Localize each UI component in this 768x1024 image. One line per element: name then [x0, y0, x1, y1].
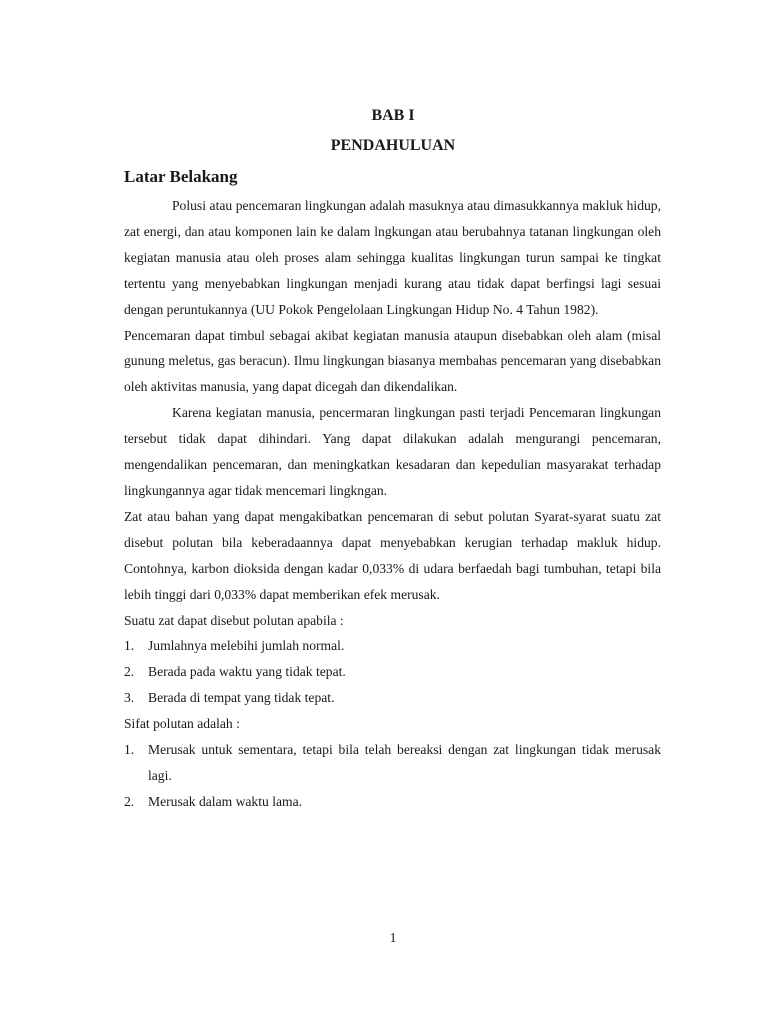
- section-heading: Latar Belakang: [124, 167, 238, 186]
- list-text: Merusak dalam waktu lama.: [148, 793, 303, 809]
- chapter-title: PENDAHULUAN: [330, 137, 456, 154]
- list-text: Berada pada waktu yang tidak tepat.: [148, 664, 346, 680]
- paragraph: Zat atau bahan yang dapat mengakibatkan pencemaran di sebut polutan Syarat-syarat suatu zat disebut polutan bila keberadaannya dapat menyebabkan kerugian terhadap makluk hidup. Contohnya, karbon dioksida dengan kadar 0,033% di udara berfaedah bagi tumbuhan, tetapi bila lebih tinggi dari 0,033% dapat memberikan efek merusak.: [124, 508, 661, 602]
- list-item: [124, 737, 661, 789]
- list-item: [124, 633, 661, 659]
- chapter-heading: BAB I: [371, 107, 415, 124]
- list-item: [124, 789, 661, 815]
- paragraph: Suatu zat dapat disebut polutan apabila :: [124, 612, 344, 628]
- paragraph: Karena kegiatan manusia, pencermaran lingkungan pasti terjadi Pencemaran lingkungan tersebut tidak dapat dihindari. Yang dapat dilakukan adalah mengurangi pencemaran, mengendalikan pencemaran, dan meningkatkan kesadaran dan kepedulian masyarakat terhadap lingkungannya agar tidak mencemari lingknga​n.: [124, 405, 661, 498]
- list-text: Berada di tempat yang tidak tepat.: [148, 690, 335, 706]
- list-number: 3.: [124, 690, 135, 706]
- polutan-criteria-list: [124, 633, 661, 711]
- page-number: 1: [389, 930, 397, 945]
- document-body: [124, 193, 661, 815]
- list-item: [124, 659, 661, 685]
- list-number: 1.: [124, 638, 135, 654]
- paragraph: Pencemaran dapat timbul sebagai akibat kegiatan manusia ataupun disebabkan oleh alam (misal gunung meletus, gas beracun). Ilmu lingkungan biasanya membahas pencemaran yang disebabkan oleh aktivitas manusia, yang dapat dicegah dan dikendalikan.: [124, 327, 661, 395]
- paragraph: Sifat polutan adalah :: [124, 716, 240, 732]
- list-text: Jumlahnya melebihi jumlah normal.: [148, 638, 345, 654]
- list-number: 2.: [124, 664, 135, 680]
- list-number: 1.: [124, 742, 135, 758]
- sifat-polutan-list: [124, 737, 661, 815]
- paragraph: Polusi atau pencemaran lingkungan adalah masuknya atau dimasukkannya makluk hidup, zat energi, dan atau komponen lain ke dalam lngkungan atau berubahnya tatanan lingkungan oleh kegiatan manusia atau oleh proses alam sehingga kualitas lingkungan turun sampai ke tingkat tertentu yang menyebabkan lingkungan menjadi kurang atau tidak dapat berfingsi lagi sesuai dengan peruntukannya (UU Pokok Pengelolaan Lingkungan Hidup No. 4 Tahun 1982).: [124, 198, 661, 317]
- list-text: Merusak untuk sementara, tetapi bila telah bereaksi dengan zat lingkungan tidak merusak lagi.: [148, 742, 661, 783]
- list-number: 2.: [124, 793, 135, 809]
- list-item: [124, 685, 661, 711]
